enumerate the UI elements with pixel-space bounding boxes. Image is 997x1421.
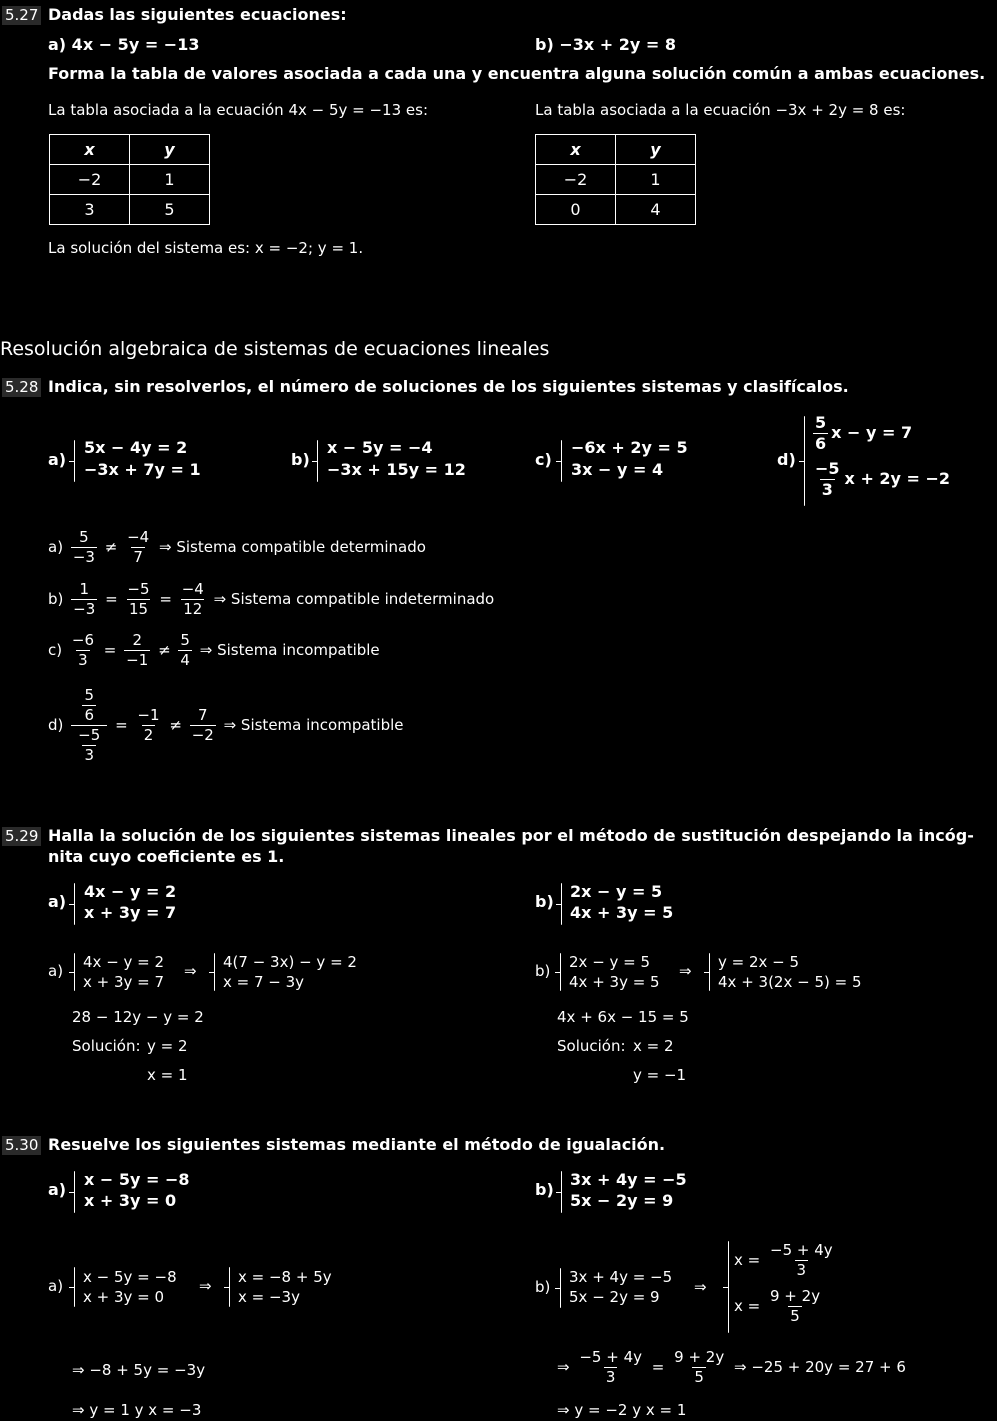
solution-label: a): [48, 538, 64, 556]
denominator: 3: [84, 746, 94, 764]
solution-step: 4x + 6x − 15 = 5: [557, 1008, 689, 1026]
equation: 5x − 2y = 9: [570, 1191, 674, 1210]
equation: x = −3y: [238, 1288, 300, 1306]
system-brace: [709, 953, 710, 991]
equation: −6x + 2y = 5: [571, 438, 688, 457]
system-brace: [74, 440, 75, 482]
solution-value: x = 2: [633, 1037, 674, 1055]
table-cell: 1: [130, 165, 210, 195]
problem-number: 5.28: [2, 378, 41, 397]
denominator: −1: [126, 651, 149, 669]
denominator: −3: [72, 548, 95, 566]
equation: x + 3y = 7: [84, 903, 177, 922]
problem-title-continued: nita cuyo coeficiente es 1.: [48, 847, 285, 866]
equation: [734, 1243, 838, 1278]
numerator: 1: [79, 580, 89, 598]
solution-line-a: [48, 530, 426, 565]
classification: ⇒ Sistema compatible determinado: [159, 538, 426, 556]
denominator: 6: [815, 434, 827, 453]
solution-label: b): [535, 962, 551, 980]
system-label: b): [535, 1180, 554, 1199]
operator: =: [651, 1358, 665, 1376]
numerator: −5 + 4y: [579, 1348, 642, 1366]
solution-label: c): [48, 641, 63, 659]
implies-arrow: ⇒: [199, 1277, 212, 1295]
table-header: x: [50, 135, 130, 165]
equation: −3x + 15y = 12: [327, 460, 466, 479]
system-label: b): [535, 892, 554, 911]
equation: x + 3y = 0: [83, 1288, 165, 1306]
equation: x + 3y = 0: [84, 1191, 177, 1210]
system-brace: [561, 440, 562, 482]
problem-title: Indica, sin resolverlos, el número de soluciones de los siguientes sistemas y clasifícalos.: [48, 377, 849, 396]
problem-title: Dadas las siguientes ecuaciones:: [48, 5, 347, 24]
denominator: 5: [694, 1368, 704, 1386]
solution-line-c: [48, 633, 380, 668]
equation: −3x + 7y = 1: [84, 460, 201, 479]
table-header: y: [130, 135, 210, 165]
operator: =: [159, 590, 172, 608]
system-brace: [74, 1171, 75, 1213]
table-a-caption: La tabla asociada a la ecuación 4x − 5y = −13 es:: [48, 101, 429, 119]
equation: x − 5y = −8: [84, 1170, 190, 1189]
solution-result: ⇒ y = −2 y x = 1: [557, 1401, 687, 1419]
equation-rest: x − y = 7: [831, 423, 913, 442]
system-brace: [214, 953, 215, 991]
system-label: a): [48, 450, 67, 469]
denominator: 4: [180, 651, 190, 669]
numerator: −1: [137, 706, 160, 724]
numerator: −4: [181, 580, 204, 598]
system-brace: [728, 1241, 729, 1333]
equation-lhs: x =: [734, 1251, 761, 1269]
implies-arrow: ⇒: [557, 1358, 570, 1376]
operator: =: [115, 716, 128, 734]
problem-number: 5.29: [2, 827, 41, 846]
system-brace: [561, 883, 562, 925]
table-b-caption: La tabla asociada a la ecuación −3x + 2y = 8 es:: [535, 101, 906, 119]
section-title: Resolución algebraica de sistemas de ecuaciones lineales: [0, 338, 550, 360]
equation: 2x − y = 5: [570, 882, 663, 901]
denominator: 3: [796, 1261, 807, 1279]
solution-label: Solución:: [557, 1037, 626, 1055]
solution-result: ⇒ y = 1 y x = −3: [72, 1401, 202, 1419]
system-brace: [561, 1171, 562, 1213]
equation-b: b) −3x + 2y = 8: [535, 35, 676, 54]
table-cell: 5: [130, 195, 210, 225]
numerator: −5: [815, 459, 840, 478]
solution-label: a): [48, 1277, 64, 1295]
solution-label: b): [48, 590, 64, 608]
table-cell: 4: [616, 195, 696, 225]
problem-title: Resuelve los siguientes sistemas mediante el método de igualación.: [48, 1135, 666, 1154]
implies-arrow: ⇒: [694, 1278, 707, 1296]
denominator: 6: [84, 706, 94, 724]
equation: 5x − 4y = 2: [84, 438, 188, 457]
numerator: 5: [180, 631, 190, 649]
equation: 4x − y = 2: [84, 882, 177, 901]
equation: 2x − y = 5: [569, 953, 651, 971]
problem-number: 5.30: [2, 1136, 41, 1155]
solution-step: 28 − 12y − y = 2: [72, 1008, 204, 1026]
denominator: 3: [605, 1368, 616, 1386]
solution-value: y = −1: [633, 1066, 687, 1084]
numerator: −4: [127, 528, 150, 546]
solution-step: [557, 1350, 906, 1385]
equation: 4x + 3(2x − 5) = 5: [718, 973, 862, 991]
system-brace: [804, 416, 805, 506]
system-brace: [74, 883, 75, 925]
denominator: 2: [143, 726, 154, 744]
denominator: 3: [821, 480, 833, 499]
solution-step: ⇒ −8 + 5y = −3y: [72, 1361, 206, 1379]
equation: 5x − 2y = 9: [569, 1288, 660, 1306]
table-cell: −2: [50, 165, 130, 195]
numerator: 5: [815, 413, 827, 432]
denominator: −2: [191, 726, 214, 744]
solution-line-d: [48, 688, 404, 763]
equation: 4x + 3y = 5: [569, 973, 660, 991]
solution-text: La solución del sistema es: x = −2; y = 1.: [48, 239, 364, 257]
implies-arrow: ⇒: [184, 962, 197, 980]
equation-a: a) 4x − 5y = −13: [48, 35, 200, 54]
classification: ⇒ Sistema compatible indeterminado: [213, 590, 495, 608]
operator: ≠: [104, 538, 118, 556]
equation: x − 5y = −8: [83, 1268, 177, 1286]
classification: ⇒ Sistema incompatible: [223, 716, 404, 734]
equation: x + 3y = 7: [83, 973, 165, 991]
equation: 4x − y = 2: [83, 953, 165, 971]
system-brace: [229, 1267, 230, 1307]
table-header: y: [616, 135, 696, 165]
equation: x = −8 + 5y: [238, 1268, 332, 1286]
numerator: 9 + 2y: [674, 1348, 725, 1366]
solution-line-b: [48, 582, 494, 617]
equation-lhs: x =: [734, 1297, 761, 1315]
operator: =: [105, 590, 118, 608]
operator: ≠: [169, 716, 182, 734]
table-cell: 1: [616, 165, 696, 195]
system-label: a): [48, 1180, 67, 1199]
numerator: 9 + 2y: [770, 1287, 821, 1305]
equation: [734, 1289, 825, 1324]
values-table-b: [535, 134, 696, 225]
equation: 3x + 4y = −5: [569, 1268, 673, 1286]
implies-arrow: ⇒: [679, 962, 692, 980]
solution-value: y = 2: [147, 1037, 188, 1055]
system-label: b): [291, 450, 310, 469]
problem-number: 5.27: [2, 6, 41, 25]
equation: [810, 415, 912, 452]
denominator: 5: [790, 1307, 800, 1325]
system-brace: [74, 953, 75, 991]
table-header: x: [536, 135, 616, 165]
problem-title: Halla la solución de los siguientes sistemas lineales por el método de sustitución despejando la incóg-: [48, 826, 974, 845]
numerator: 2: [132, 631, 142, 649]
values-table-a: [49, 134, 210, 225]
solution-label: d): [48, 716, 64, 734]
equation: x = 7 − 3y: [223, 973, 305, 991]
denominator: −3: [73, 600, 96, 618]
equation: x − 5y = −4: [327, 438, 433, 457]
numerator: 7: [197, 706, 208, 724]
solution-value: x = 1: [147, 1066, 188, 1084]
system-label: c): [535, 450, 552, 469]
system-brace: [560, 953, 561, 991]
classification: ⇒ Sistema incompatible: [199, 641, 380, 659]
equation: 3x + 4y = −5: [570, 1170, 687, 1189]
equation: 4(7 − 3x) − y = 2: [223, 953, 357, 971]
equation: 4x + 3y = 5: [570, 903, 674, 922]
denominator: 3: [78, 651, 88, 669]
operator: =: [103, 641, 117, 659]
numerator: 5: [84, 686, 94, 704]
system-label: d): [777, 450, 796, 469]
solution-label: b): [535, 1278, 551, 1296]
numerator: −5: [78, 726, 101, 744]
system-brace: [560, 1268, 561, 1308]
numerator: −6: [71, 631, 95, 649]
denominator: 7: [133, 548, 143, 566]
system-brace: [74, 1267, 75, 1307]
table-cell: 0: [536, 195, 616, 225]
equation: 3x − y = 4: [571, 460, 664, 479]
numerator: −5 + 4y: [770, 1241, 833, 1259]
equation: [810, 461, 950, 498]
table-cell: 3: [50, 195, 130, 225]
equation-rest: x + 2y = −2: [844, 469, 951, 488]
equation: y = 2x − 5: [718, 953, 800, 971]
solution-label: a): [48, 962, 64, 980]
system-brace: [317, 440, 318, 482]
problem-instruction: Forma la tabla de valores asociada a cada una y encuentra alguna solución común a ambas ecuaciones.: [48, 64, 986, 83]
step-rest: ⇒ −25 + 20y = 27 + 6: [734, 1358, 906, 1376]
solution-label: Solución:: [72, 1037, 141, 1055]
denominator: 15: [128, 600, 149, 618]
table-cell: −2: [536, 165, 616, 195]
system-label: a): [48, 892, 67, 911]
numerator: 5: [79, 528, 89, 546]
numerator: −5: [127, 580, 150, 598]
operator: ≠: [158, 641, 171, 659]
denominator: 12: [183, 600, 203, 618]
